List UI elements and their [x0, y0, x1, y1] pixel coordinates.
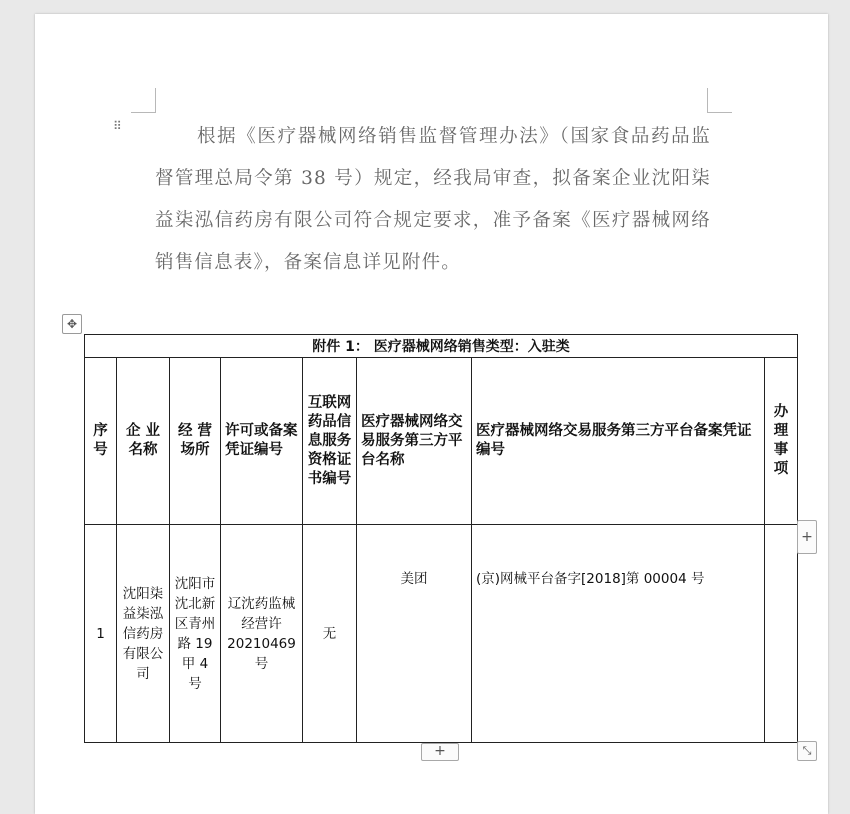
paragraph-drag-icon[interactable]: ⠿: [113, 119, 121, 133]
cell-no: 1: [85, 525, 117, 743]
header-platform-name: 医疗器械网络交易服务第三方平台名称: [357, 358, 472, 525]
cell-company: 沈阳柒益柒泓信药房有限公司: [117, 525, 170, 743]
cell-license: 辽沈药监械经营许 20210469 号: [221, 525, 303, 743]
header-location: 经 营 场所: [170, 358, 221, 525]
table-caption: 附件 1： 医疗器械网络销售类型：入驻类: [85, 335, 798, 358]
cell-platform-name: 美团: [357, 525, 472, 743]
record-table: [84, 334, 798, 743]
document-page: [35, 14, 828, 814]
table-resize-icon[interactable]: ⤡: [797, 741, 817, 761]
table-header-row: [85, 358, 798, 525]
add-row-button[interactable]: +: [421, 743, 459, 761]
cell-matter: [765, 525, 798, 743]
margin-corner-top-left: [131, 88, 156, 113]
margin-corner-top-right: [707, 88, 732, 113]
add-column-button[interactable]: +: [797, 520, 817, 554]
header-company: 企 业 名称: [117, 358, 170, 525]
header-matter: 办理事项: [765, 358, 798, 525]
header-license: 许可或备案凭证编号: [221, 358, 303, 525]
header-platform-record: 医疗器械网络交易服务第三方平台备案凭证编号: [472, 358, 765, 525]
table-row: [85, 525, 798, 743]
table-move-icon[interactable]: ✥: [62, 314, 82, 334]
header-no: 序号: [85, 358, 117, 525]
cell-location: 沈阳市沈北新区青州路 19 甲 4 号: [170, 525, 221, 743]
body-paragraph: [155, 116, 711, 284]
paragraph-text: 根据《医疗器械网络销售监督管理办法》（国家食品药品监督管理总局令第 38 号）规定，经我局审查，拟备案企业沈阳柒益柒泓信药房有限公司符合规定要求，准予备案《医疗器械网络销售信息表》，备案信息详见附件。: [155, 126, 711, 273]
cell-platform-record: (京)网械平台备字[2018]第 00004 号: [472, 525, 765, 743]
header-internet-cert: 互联网药品信息服务资格证书编号: [303, 358, 357, 525]
cell-internet-cert: 无: [303, 525, 357, 743]
